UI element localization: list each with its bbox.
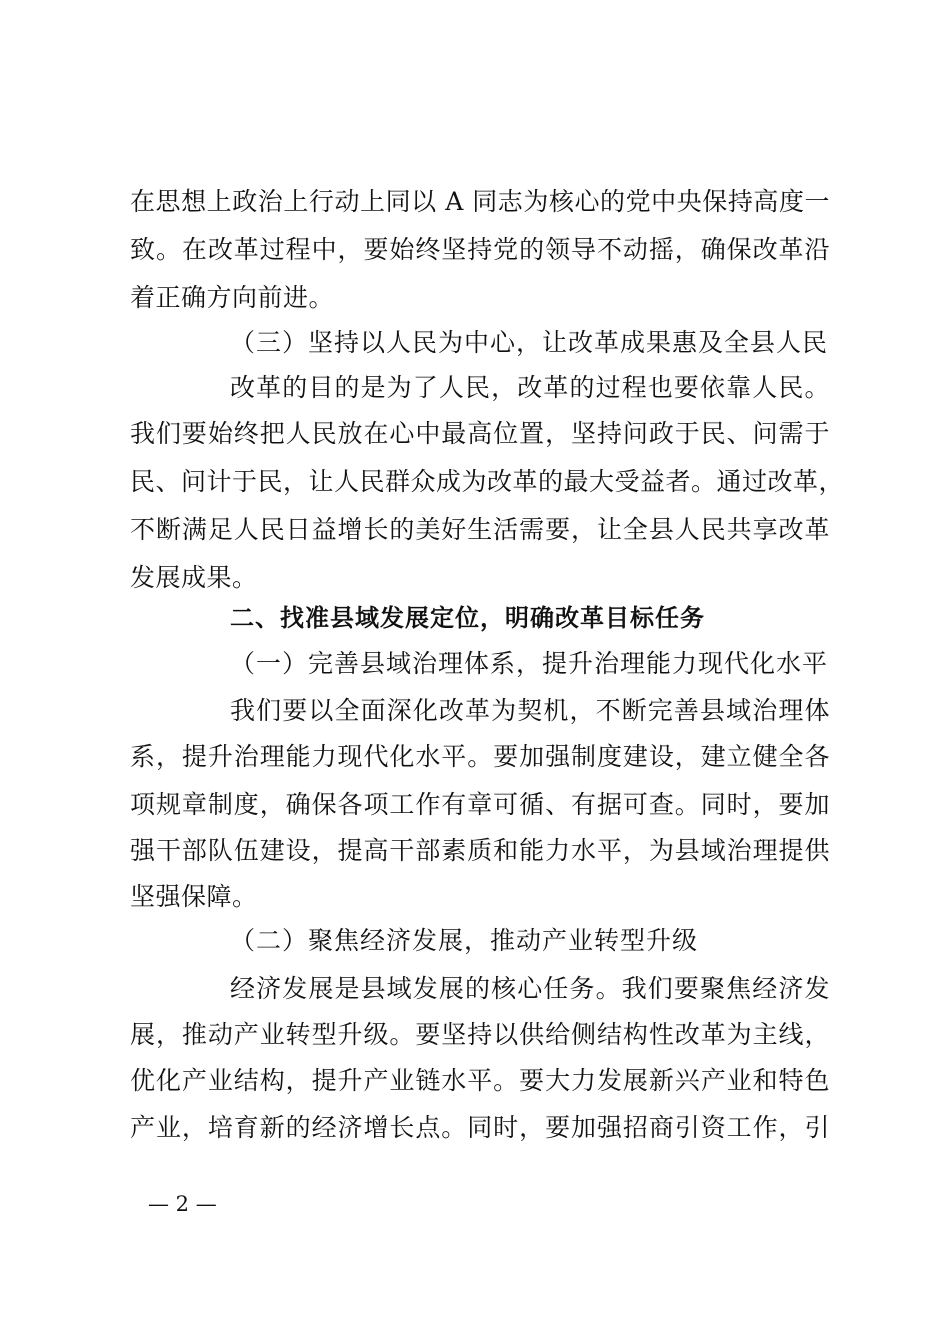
paragraph-line: 着正确方向前进。 bbox=[130, 283, 335, 312]
paragraph-line: 展，推动产业转型升级。要坚持以供给侧结构性改革为主线， bbox=[130, 1020, 830, 1049]
paragraph-line: 我们要始终把人民放在心中最高位置，坚持问政于民、问需于 bbox=[130, 419, 830, 448]
paragraph-line: 坚强保障。 bbox=[130, 882, 258, 911]
paragraph-line: 系，提升治理能力现代化水平。要加强制度建设，建立健全各 bbox=[130, 742, 830, 771]
subsection-heading-2-2: （二）聚焦经济发展，推动产业转型升级 bbox=[230, 926, 699, 955]
section-heading-2: 二、找准县域发展定位，明确改革目标任务 bbox=[230, 604, 705, 632]
paragraph-line: 项规章制度，确保各项工作有章可循、有据可查。同时，要加 bbox=[130, 790, 830, 819]
paragraph-line: 发展成果。 bbox=[130, 563, 258, 592]
paragraph-line: 优化产业结构，提升产业链水平。要大力发展新兴产业和特色 bbox=[130, 1066, 830, 1095]
subsection-heading-1-3: （三）坚持以人民为中心，让改革成果惠及全县人民 bbox=[230, 328, 829, 357]
subsection-heading-2-1: （一）完善县域治理体系，提升治理能力现代化水平 bbox=[230, 649, 829, 678]
paragraph-line: 民、问计于民，让人民群众成为改革的最大受益者。通过改革， bbox=[130, 467, 845, 496]
paragraph-line: 经济发展是县域发展的核心任务。我们要聚焦经济发 bbox=[230, 974, 830, 1003]
paragraph-line: 产业，培育新的经济增长点。同时，要加强招商引资工作，引 bbox=[130, 1113, 830, 1142]
paragraph-line: 改革的目的是为了人民，改革的过程也要依靠人民。 bbox=[230, 373, 830, 402]
paragraph-line: 在思想上政治上行动上同以 A 同志为核心的党中央保持高度一 bbox=[130, 187, 830, 216]
page-number: — 2 — bbox=[148, 1192, 217, 1216]
paragraph-line: 我们要以全面深化改革为契机，不断完善县域治理体 bbox=[230, 696, 830, 725]
paragraph-line: 致。在改革过程中，要始终坚持党的领导不动摇，确保改革沿 bbox=[130, 235, 830, 264]
paragraph-line: 强干部队伍建设，提高干部素质和能力水平，为县域治理提供 bbox=[130, 836, 830, 865]
paragraph-line: 不断满足人民日益增长的美好生活需要，让全县人民共享改革 bbox=[130, 515, 830, 544]
